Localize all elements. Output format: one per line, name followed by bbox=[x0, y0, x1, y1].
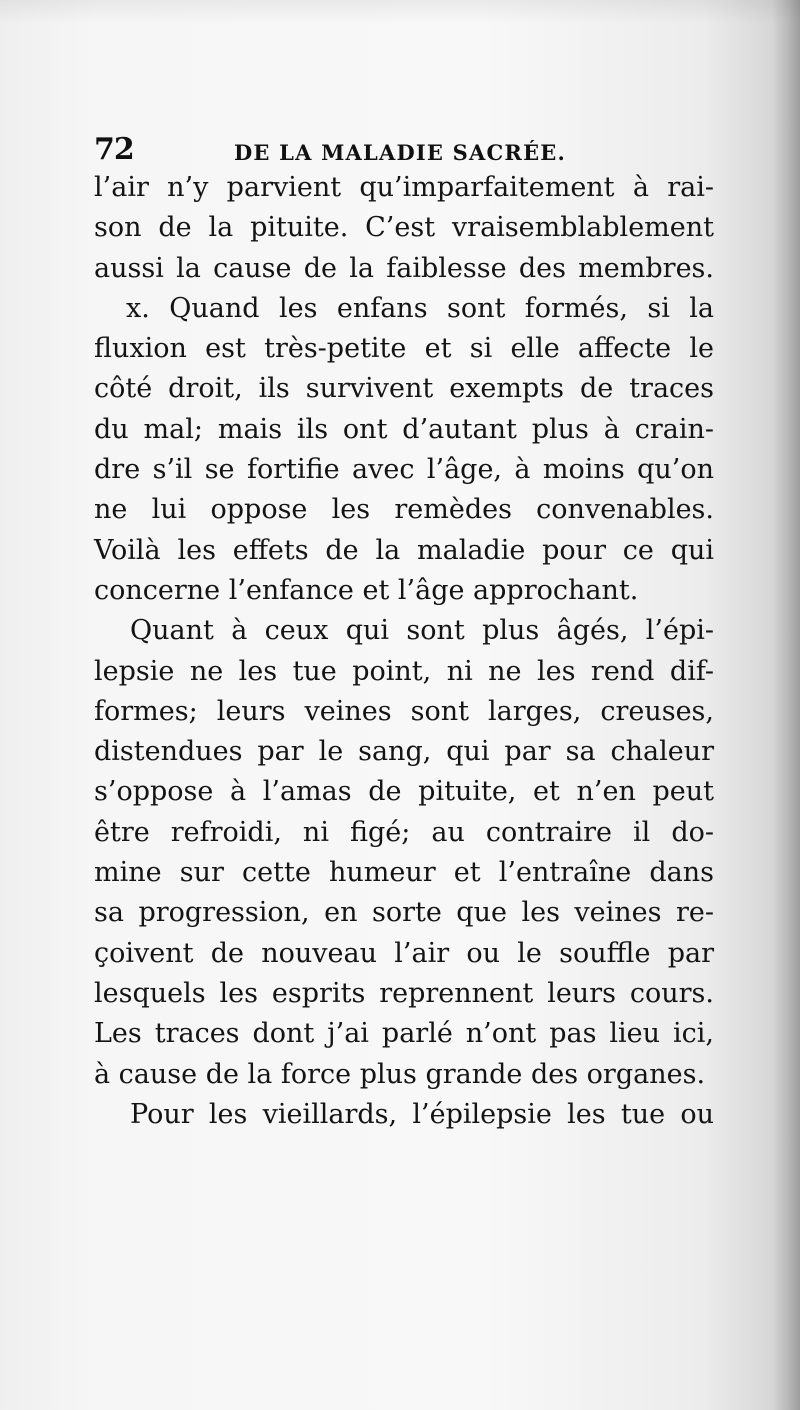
text-line: dre s’il se fortifie avec l’âge, à moins qu’on bbox=[94, 454, 714, 486]
body-text bbox=[94, 168, 714, 1135]
text-line: formes; leurs veines sont larges, creuses, bbox=[94, 695, 714, 727]
text-line: aussi la cause de la faiblesse des membres. bbox=[94, 252, 714, 284]
text-line-section-start: x. Quand les enfans sont formés, si la bbox=[126, 292, 714, 324]
page-gutter-shadow bbox=[772, 0, 800, 1410]
text-line: s’oppose à l’amas de pituite, et n’en peut bbox=[94, 776, 714, 808]
text-line: lepsie ne les tue point, ni ne les rend dif- bbox=[94, 655, 714, 687]
text-line: être refroidi, ni figé; au contraire il do- bbox=[94, 816, 714, 848]
text-line: fluxion est très-petite et si elle affecte le bbox=[94, 333, 714, 365]
text-line: côté droit, ils survivent exempts de traces bbox=[94, 373, 714, 405]
text-line: l’air n’y parvient qu’imparfaitement à rai- bbox=[94, 172, 714, 203]
page-header bbox=[94, 132, 714, 172]
text-line: du mal; mais ils ont d’autant plus à crain- bbox=[94, 413, 714, 445]
text-line: distendues par le sang, qui par sa chaleur bbox=[94, 736, 714, 768]
text-line: à cause de la force plus grande des organes. bbox=[94, 1058, 706, 1090]
running-title: DE LA MALADIE SACRÉE. bbox=[234, 140, 566, 165]
text-line-paragraph-start: Pour les vieillards, l’épilepsie les tue ou bbox=[130, 1098, 714, 1130]
text-line: ne lui oppose les remèdes convenables. bbox=[94, 494, 714, 526]
text-line: çoivent de nouveau l’air ou le souffle par bbox=[94, 937, 714, 969]
text-line: concerne l’enfance et l’âge approchant. bbox=[94, 574, 639, 606]
text-line: Voilà les effets de la maladie pour ce qui bbox=[94, 534, 714, 566]
page-number: 72 bbox=[94, 132, 134, 167]
text-line: sa progression, en sorte que les veines re- bbox=[94, 897, 714, 929]
text-line-paragraph-start: Quant à ceux qui sont plus âgés, l’épi- bbox=[130, 615, 714, 647]
text-line: son de la pituite. C’est vraisemblablement bbox=[94, 212, 714, 244]
text-line: Les traces dont j’ai parlé n’ont pas lieu ici, bbox=[94, 1018, 714, 1050]
page-top-shadow bbox=[0, 0, 800, 24]
text-line: mine sur cette humeur et l’entraîne dans bbox=[94, 857, 714, 889]
text-line: lesquels les esprits reprennent leurs cours. bbox=[94, 977, 714, 1009]
